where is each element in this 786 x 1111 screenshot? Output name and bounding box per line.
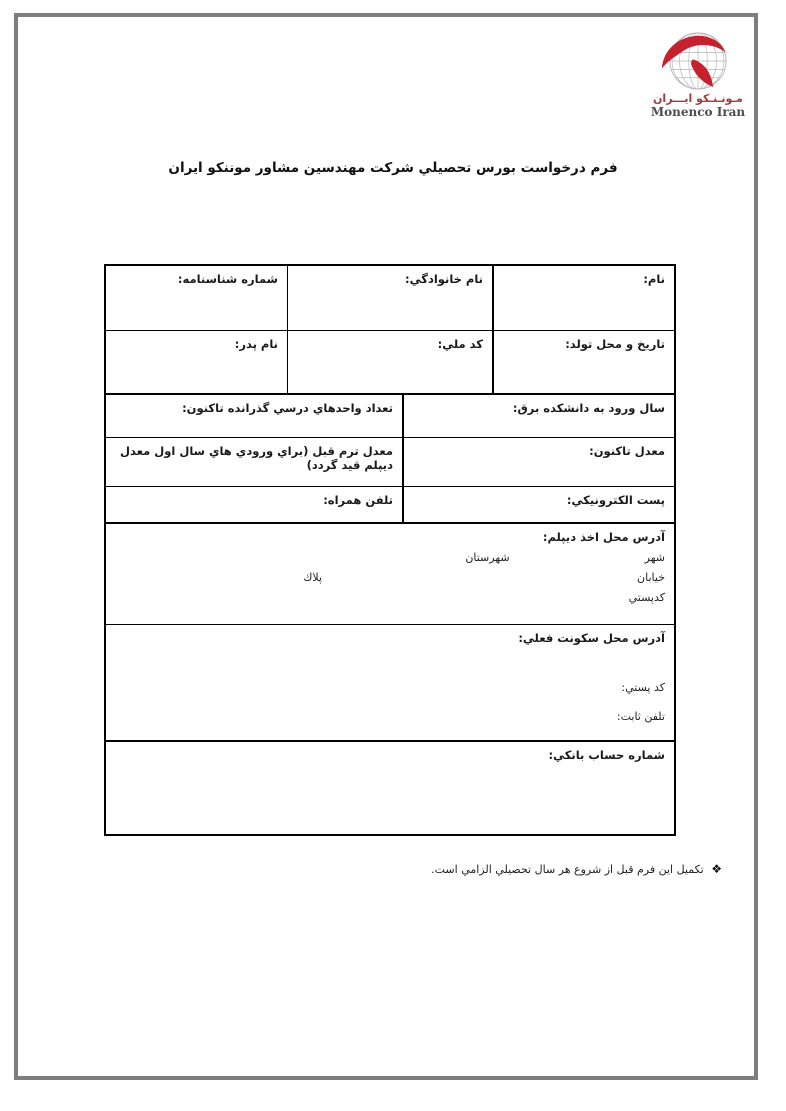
diploma-address-header: آدرس محل اخذ ديپلم: xyxy=(542,530,665,544)
table-row xyxy=(106,331,674,395)
gpa-so-far-field: معدل تاكنون: xyxy=(402,438,674,486)
table-row xyxy=(106,395,674,438)
family-name-field: نام خانوادگي: xyxy=(287,266,492,330)
logo-persian-name: مـونـنـكو ايـــران xyxy=(653,92,743,105)
street-label: خيابان xyxy=(637,571,665,584)
bank-account-header: شماره حساب بانكي: xyxy=(548,748,665,762)
passed-units-field: تعداد واحدهاي درسي گذرانده تاكنون: xyxy=(182,401,393,415)
landline-phone-label: تلفن ثابت: xyxy=(616,710,665,723)
street-number-line xyxy=(115,571,665,584)
current-address-section xyxy=(106,625,674,742)
current-address-header: آدرس محل سكونت فعلي: xyxy=(518,631,665,645)
globe-swoosh-icon xyxy=(656,30,740,92)
birth-date-place-field: تاريخ و محل تولد: xyxy=(492,331,674,393)
id-number-field: شماره شناسنامه: xyxy=(177,272,278,286)
current-postal-code-label: كد پستي: xyxy=(621,681,665,694)
diploma-address-section xyxy=(106,524,674,625)
national-code-field: كد ملي: xyxy=(287,331,492,393)
postal-code-line xyxy=(115,591,665,604)
company-logo xyxy=(645,30,751,119)
application-form-table xyxy=(104,264,676,836)
postal-code-label: كدپستي xyxy=(628,591,665,604)
name-field: نام: xyxy=(492,266,674,330)
mobile-phone-field: تلفن همراه: xyxy=(323,493,393,507)
city-label: شهر xyxy=(644,551,665,564)
entry-year-field: سال ورود به دانشكده برق: xyxy=(402,395,674,437)
bank-account-section xyxy=(106,742,674,834)
footnote-text: تكميل اين فرم قبل از شروع هر سال تحصيلي الزامي است. xyxy=(431,863,704,876)
city-county-line xyxy=(115,551,665,564)
form-title: فرم درخواست بورس تحصيلي شركت مهندسين مشاور موننكو ايران xyxy=(168,160,618,176)
email-field: پست الكترونيكي: xyxy=(402,487,674,522)
table-row xyxy=(106,438,674,487)
table-row xyxy=(106,266,674,331)
father-name-field: نام پدر: xyxy=(234,337,278,351)
logo-english-name: Monenco Iran xyxy=(650,105,746,119)
table-row xyxy=(106,487,674,524)
previous-term-gpa-field: معدل ترم قبل (براي ورودي هاي سال اول معدل ديپلم قيد گردد) xyxy=(120,444,393,472)
diamond-bullet-icon: ❖ xyxy=(711,862,722,876)
county-label: شهرستان xyxy=(465,551,510,564)
plate-number-label: پلاك xyxy=(303,571,323,584)
footnote xyxy=(431,862,722,876)
